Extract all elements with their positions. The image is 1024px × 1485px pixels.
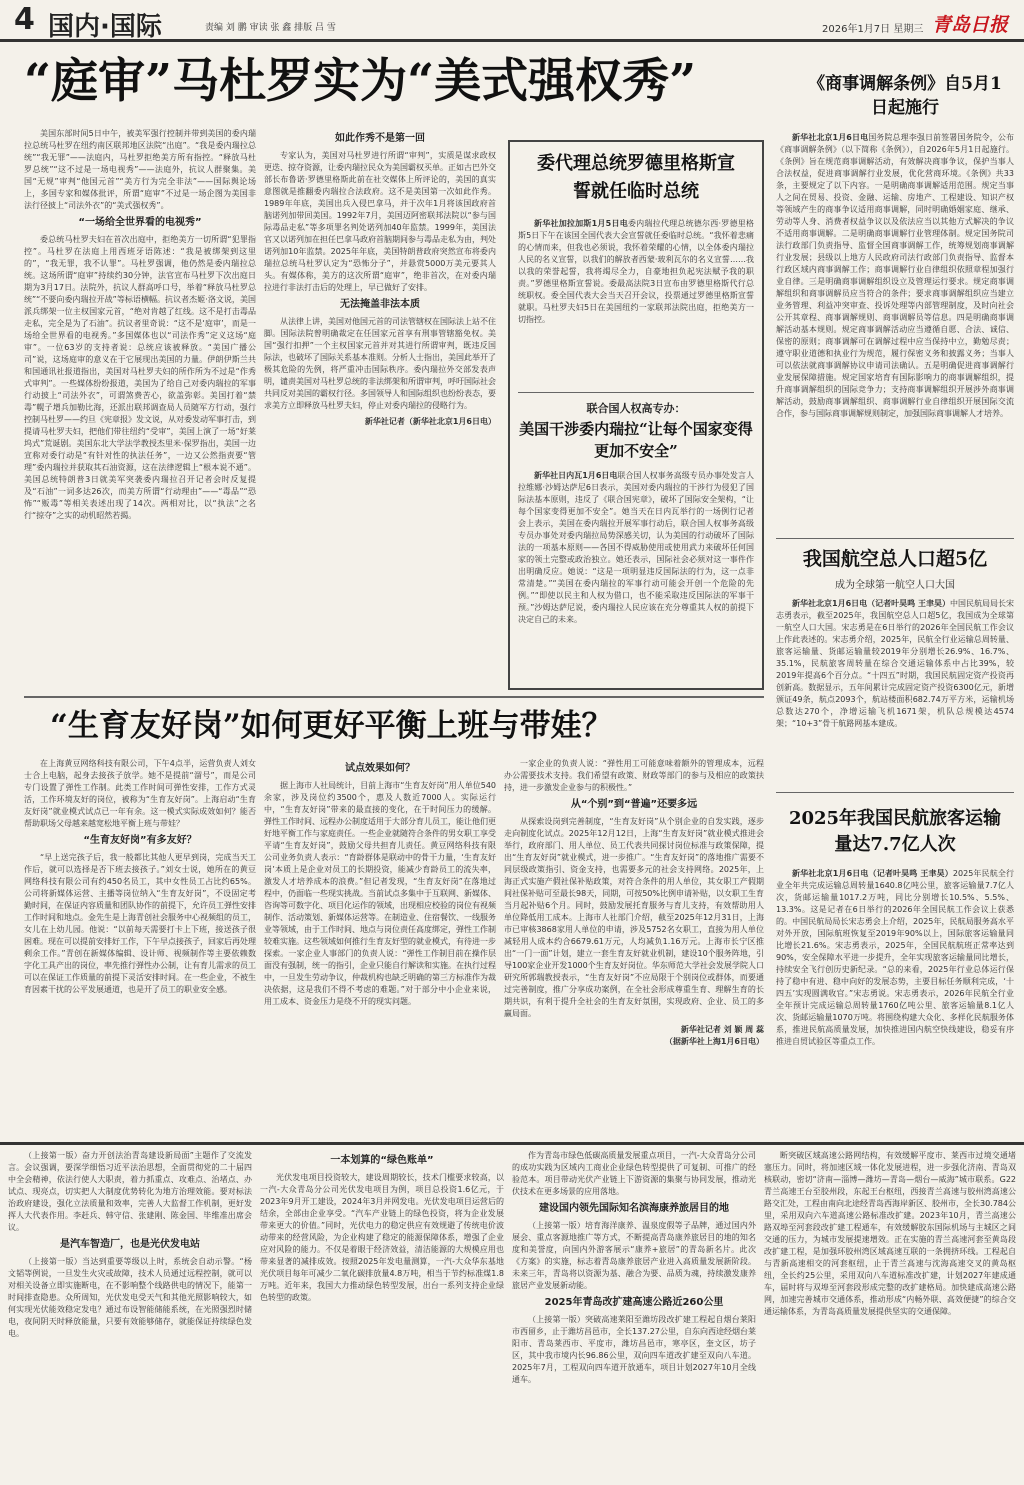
paragraph: 光伏发电项目投资较大，建设周期较长，技术门槛要求较高，以一汽-大众青岛分公司光伏发电项目为例，项目总投资1.6亿元，于2023年9月开工建设，2024年3月并网发电。光伏发电项目运营后的结余，全部由企业享受。“汽车产业链上的绿色投资，将为企业发展带来更大的价值。”同时，光伏电力的稳定供应有效规避了传统电价波动带来的经营风险，为企业构建了稳定的能源保障体系，增强了企业应对风险的能力。不仅是着眼于经济效益，清洁能源的大规模应用也带来显著的减排成效。按照2025年发电量测算，一汽-大众华东基地光伏项目每年可减少二氧化碳排放量4.8万吨，相当于节约标准煤1.8万吨。近年来，我国大力推动绿色转型发展，出台一系列支持企业绿色转型的政策。	[260, 1173, 504, 1302]
issue-date: 2026年1月7日 星期三	[822, 24, 924, 35]
article-un	[518, 470, 754, 684]
paragraph: （上接第一版）突破高速莱阳至潍坊段改扩建工程起自烟台莱阳市西留乡，止于潍坊昌邑市，全长137.27公里，自东向西途经烟台莱阳市、青岛莱西市、平度市，潍坊昌邑市，寒亭区，奎文区，坊子区，其中我市境内长96.86公里，双向四车道改扩建至双向八车道。2025年7月，工程双向四车道开放通车，项目计划2027年10月全线通车。	[512, 1315, 756, 1384]
paragraph: （上接第一版）当达到重要等级以上时，系统会自动示警。“杨文韬等例说，一旦发生火灾或故障，技术人员通过远程控制，就可以对相关设备立即实施断电，在不影响整个线路供电的情况下，能第一时间排查隐患。众所周知，光伏发电受天气和其他光照影响较大，如何实现光伏能效稳定发电？通过布设智能储能系统，在光照强烈时储电，夜间阴天时释放能量，只要有效能够储存，就能保证持续绿色发电。	[8, 1257, 252, 1338]
subheading: 试点效果如何？	[345, 763, 415, 774]
dateline: 新华社日内瓦1月6日电	[534, 471, 618, 480]
dateline: 新华社北京1月6日电（记者叶昊鸣 王聿昊）	[792, 599, 950, 608]
divider	[776, 538, 1014, 539]
page-number: 4	[14, 2, 35, 37]
byline: 新华社记者（新华社北京1月6日电）	[364, 417, 496, 426]
headline-aviation-population: 我国航空总人口超5亿	[802, 548, 988, 570]
subheading: 从“个别”到“普遍”还要多远	[570, 799, 698, 810]
subheading: 如此作秀不是第一回	[335, 133, 425, 144]
subheading: 是汽车智造厂，也是光伏发电站	[60, 1239, 200, 1250]
paragraph: 在上海黄豆网络科技有限公司，下午4点半，运营负责人刘女士合上电脑，起身去接孩子放学。她不是提前“溜号”，而是公司专门设置了弹性工作制。此类工作时间可弹性安排，工作方式灵活，工作环境友好的岗位，被称为“生育友好岗”。上海启动“生育友好岗”就业模式试点已一年有余。这一模式实际成效如何？能否帮助职场父母越来越宽松地平衡上班与带娃？	[24, 759, 256, 828]
byline: 新华社记者 刘 颖 周 蕊 （据新华社上海1月6日电）	[664, 1025, 764, 1046]
page-header	[0, 0, 1024, 42]
article-commercial-mediation	[776, 132, 1014, 532]
paragraph: 据上海市人社局统计，目前上海市“生育友好岗”用人单位540余家，涉及岗位约3500个，惠及人数近7000人。实际运行中，“生育友好岗”带来的最直接的变化，在于时间压力的缓解。弹性工作时间、远程办公制度适用于大部分育儿员工，能让他们更好地平衡工作与家庭责任。一些企业就随符合条件的男女职工享受平请“生育友好岗”，鼓励父母共担育儿责任。黄豆网络科技有限公司业务负责人表示：“育龄群体是联动中的骨干力量，‘生育友好岗’本质上是企业对员工的长期投资，能减少育龄员工的流失率，激发人才培养成本的浪费。”但记者发现，“生育友好岗”在落地过程中，仍面临一些现实挑战。当前试点多集中于互联网、新媒体、咨询等可数字化、项目化运作的领域，出现相应校验的岗位有视频制作、活动策划、新媒体运营等。在制造业、住宿餐饮、一线服务业等领域，由于工作时间、地点与岗位责任高度绑定，弹性工作制较难实施。这些领域如何推行生育友好型的就业模式，有待进一步探索。一家企业人事部门的负责人说：“弹性工作制目前在操作层面没有强制，统一的指引，企业只能自行解读和实施。在执行过程中，一旦发生劳动争议，仲裁机构也缺乏明确的第三方标准作为裁决依据，这是我们不得不考虑的难题。”对于部分中小企业来说，用工成本、资金压力是绕不开的现实问题。	[264, 781, 496, 1006]
paragraph: 联合国人权事务高级专员办事处发言人拉维娜·沙姆达萨尼6日表示，美国对委内瑞拉的干涉行为侵犯了国际法基本原则，违反了《联合国宪章》，破坏了国际安全架构，“让每个国家变得更加不安全”。她当天在日内瓦举行的一场例行记者会上表示，美国在委内瑞拉开展军事行动后，联合国人权事务高级专员办事处对委内瑞拉局势深感关切，认为美国的行动破坏了国际法的一项基本原则——各国不得威胁使用或使用武力来破坏任何国家的领土完整或政治独立。她还表示，国际社会必须对这一事件作出明确反应。她说：“这是一项明显违反国际法的行为，这一点非常清楚。”“美国在委内瑞拉的军事行动可能会开创一个危险的先例。”“即使以民主和人权为借口，也不能采取违反国际法的军事干预。”沙姆达萨尼说，委内瑞拉人民应该在充分尊重其人权的前提下决定自己的未来。	[518, 471, 754, 624]
paragraph: 从法律上讲，美国对他国元首的司法管辖权在国际法上站不住脚。国际法院曾明确裁定在任国家元首享有刑事管辖豁免权。美国“强行扣押”一个主权国家元首并对其进行所谓审判，既违反国际法，也破坏了国际关系基本准则。分析人士指出，美国此举开了极其危险的先例，将严重冲击国际秩序。委内瑞拉外交部发表声明，谴责美国对马杜罗总统的非法绑架和所谓审判，呼吁国际社会共同反对美国的霸权行径。多国领导人和国际组织也纷纷表态，要求美方立即释放马杜罗夫妇，停止对委内瑞拉的侵略行为。	[264, 317, 496, 410]
article-aviation-passengers	[776, 868, 1014, 1136]
article-maduro-col2	[264, 128, 496, 688]
paragraph: 作为青岛市绿色低碳高质量发展重点项目，一汽-大众青岛分公司的成功实践为区域内工商业企业绿色转型提供了可复制、可推广的经验范本。项目带动光伏产业链上下游资源的集聚与协同发展，推动光伏技术在更多场景的应用落地。	[512, 1151, 756, 1196]
paragraph: 2025年民航全行业全年共完成运输总周转量1640.8亿吨公里，旅客运输量7.7亿人次，货邮运输量1017.2万吨，同比分别增长10.5%、5.5%、13.3%。这是记者在6日举行的2026年全国民航工作会议上获悉的。中国民航局局长宋志勇会上介绍，2025年，民航局服务高水平对外开放，国际航班恢复至2019年90%以上，国际旅客运输量同比增长21.6%。宋志勇表示，2025年，全国民航航班正常率达到90%，安全保障水平进一步提升，全年实现旅客运输量同比增长，持续安全飞行创历史新纪录。“总的来看，2025年行业总体运行保持了稳中有进、稳中向好的发展态势，主要目标任务顺利完成，‘十四五’实现圆满收官。”宋志勇说。宋志勇表示，2026年民航全行业全年预计完成运输总周转量1760亿吨公里、旅客运输量8.1亿人次、货邮运输量1070万吨。将围绕构建大众化、多样化民航服务体系，推进民航高质量发展，加快推进国内航空快线建设，稳妥有序推进自贸试验区等重点工作。	[776, 869, 1014, 1046]
paragraph: （上接第一版）奋力开创法治青岛建设新局面”主题作了交流发言。会议强调，要深学细悟习近平法治思想，全面贯彻党的二十届四中全会精神，依法行使人大职责，着力抓重点、攻难点、治堵点、办试点、现亮点，切实把人大制度优势转化为地方治理效能。要对标法治政府建设，强化立法质量和效率，完善人大监督工作机制，更好发挥人大代表作用。李赶兵、韩守信、张建刚、陈金国、毕维准出席会议。	[8, 1151, 252, 1232]
paragraph: 专家认为，美国对马杜罗进行所谓“审判”，实质是谋求政权更迭、掠夺资源，让委内瑞拉民众为美国霸权买单。正如古巴外交部长布鲁诺·罗德里格斯此前在社交媒体上所评论的，美国的真实意图就是推翻委内瑞拉合法政府。这不是美国第一次如此作秀。1989年年底，美国出兵入侵巴拿马，并于次年1月将该国政府首脑诺列加带回美国。1992年7月，美国迈阿密联邦法院以“参与国际毒品走私”等多项罪名判处诺列加40年监禁。1999年，美国法官又以诺列加在担任巴拿马政府首脑期间参与毒品走私为由，判处诺列加10年监禁。2025年年底，美国特朗普政府突然宣布将委内瑞拉总统马杜罗认定为“恐怖分子”，并悬赏5000万美元要其人头。有媒体称，美方的这次所谓“庭审”，绝非首次，在对委内瑞拉进行非法打击后的处理上，早已做好了安排。	[264, 151, 496, 292]
continued-col1	[8, 1150, 252, 1480]
subheading: “生育友好岗”有多友好？	[83, 835, 197, 846]
dateline: 新华社北京1月6日电（记者叶昊鸣 王聿昊）	[792, 869, 953, 878]
article-aviation-population	[776, 598, 1014, 786]
headline-fertility-jobs: “生育友好岗”如何更好平衡上班与带娃？	[50, 708, 613, 744]
subheadline-aviation-population: 成为全球第一航空人口大国	[835, 580, 955, 591]
dateline: 新华社北京1月6日电	[792, 133, 869, 142]
continued-col2	[260, 1150, 504, 1480]
subheading: 2025年青岛改扩建高速公路近260公里	[544, 1297, 724, 1308]
divider	[24, 696, 764, 698]
headline-aviation-passengers: 2025年我国民航旅客运输量达7.7亿人次	[788, 808, 1002, 855]
divider	[776, 792, 1014, 793]
paragraph: 一家企业的负责人说：“弹性用工可能意味着额外的管理成本，远程办公需要技术支持。我们希望有政策、财政等部门的参与及相应的政策扶持，进一步激发企业参与的积极性。”	[504, 759, 764, 792]
headline-un: 美国干涉委内瑞拉“让每个国家变得更加不安全”	[519, 420, 753, 460]
paragraph: 断突破区域高速公路网结构，有效缓解平度市、莱西市过境交通堵塞压力。同时，将加速区域一体化发展进程，进一步强化济南、青岛双核联动，密切“济南—淄博—潍坊—青岛—烟台—威海”城市联系。G22青兰高速王台至胶州段，东起王台枢纽，西接青兰高速与胶州湾高速公路交汇处，工程由南向北途经青岛西海岸新区、胶州市，全长30.784公里，采用双向六车道高速公路标准改扩建。2023年10月，青兰高速公路双埠至河套段改扩建工程通车，有效缓解胶东国际机场与主城区之间交通的压力，为城市发展提速增效。正在实施的青兰高速河套至黄岛段改扩建工程，是加强环胶州湾区域高速互联的一条拥挤环线。工程起自与青新高速相交的河套枢纽，止于青兰高速与沈海高速交叉的黄岛枢纽，全长约25公里，采用双向八车道标准改扩建，计划2027年建成通车，届时将与双埠至河套段形成完整的改扩建格局。加快建成高速公路网，加速完善城市交通体系，推动形成“内畅外联、高效便捷”的综合交通运输体系，为青岛高质量发展提供坚实的交通保障。	[764, 1151, 1016, 1316]
headline-rodriguez: 委代理总统罗德里格斯宣誓就任临时总统	[537, 153, 735, 202]
headline-commercial-mediation: 《商事调解条例》自5月1日起施行	[808, 74, 1002, 118]
dateline: 新华社加拉加斯1月5日电	[534, 219, 628, 228]
subheading: 建设国内领先国际知名滨海康养旅居目的地	[539, 1203, 729, 1214]
article-fertility-col1	[24, 758, 256, 1138]
paragraph: 国务院总理李强日前签署国务院令，公布《商事调解条例》（以下简称《条例》），自2026年5月1日起施行。《条例》旨在规范商事调解活动，有效解决商事争议，保护当事人合法权益，促进商事调解行业发展，优化营商环境。《条例》共33条，主要规定了以下内容。一是明确商事调解适用范围。规定当事人之间在贸易、投资、金融、运输、房地产、工程建设、知识产权等领域产生的商事争议适用商事调解，同时明确婚姻家庭、继承、劳动等人身、消费者权益争议以及依法应当以其他方式解决的争议不适用商事调解。二是明确商事调解行业管理体制。规定国务院司法行政部门负责指导、监督全国商事调解工作，统筹规划商事调解行业发展；县级以上地方人民政府司法行政部门负责指导、监督本行政区域内商事调解工作；商事调解行业自律组织依照章程加强行业自律。三是明确商事调解组织设立及管理运行要求。规定商事调解组织和商事调解员应当符合的条件；要求商事调解组织应当建立业务管理、利益冲突审查、投诉处理等内部管理制度，及时向社会公开其章程、商事调解规则、商事调解员等信息。四是明确商事调解活动基本规则。规定商事调解活动应当遵循自愿、合法、诚信、保密的原则；商事调解可在调解过程中应当保持中立，勤勉尽责；遵守职业道德和执业行为规范，履行保密义务和披露义务；当事人可以依法就商事调解协议申请司法确认。五是明确促进商事调解行业发展保障措施。规定国家培育有国际影响力的商事调解组织，提升商事调解组织的国际竞争力；支持商事调解组织开展涉外商事调解活动，鼓励商事调解组织、商事调解行业自律组织开展国际交流合作，参与国际商事调解规则制定，加强国际商事调解人才培养。	[776, 133, 1014, 418]
kicker-un: 联合国人权高专办：	[586, 402, 686, 415]
headline-maduro: “庭审”马杜罗实为“美式强权秀”	[24, 54, 697, 109]
paragraph: 从探索设岗到完善制度，“生育友好岗”从个别企业的自发实践，逐步走向制度化试点。2025年12月12日，上海“生育友好岗”就业模式推进会举行，政府部门、用人单位、员工代表共同探讨岗位标准与政策保障，提出“生育友好岗”就业模式，进一步推广。“生育友好岗”的落地推广需要不同层级政策指引、资金支持，也需要多元的社会支持网络。2025年，上海正式实施产假社保补贴政策，对符合条件的用人单位，其女职工产假期间社保补贴可至最长98天，同期，可按50%比例申请补贴，以女职工生育当月起补贴6个月。同时，鼓励发展托育服务与育儿支持，有效帮助用人单位降低用工成本。上海市人社部门介绍，截至2025年12月31日，上海市已审核3868家用人单位的申请，涉及5752名女职工，直接为用人单位减轻用人成本约合6679.61万元，人均减负1.16万元。上海市长宁区推出“一门一面”计划，建立一套生育友好就业机制，建设10个服务阵地，引导100家企业开发1000个生育友好岗位。华东师范大学社会发展学院人口研究所郭瑞教授表示，“生育友好岗”不应局限于个别岗位或群体，而要通过完善制度，推广分享成功案例，在全社会形成尊重生育、理解生育的长期共识，有利于提升全社会的生育友好氛围，实现政府、企业、员工的多赢局面。	[504, 817, 764, 1018]
paragraph: （上接第一版）培育海洋康养、温泉度假等子品牌，通过国内外展会、重点客源地推广等方式，不断提高青岛康养旅居目的地的知名度和美誉度，向国内外游客展示“康养+旅居”的青岛新名片。此次《方案》的实施，标志着青岛康养旅居产业进入高质量发展新阶段。未来三年，青岛将以资源为基、融合为要、品质为魂，持续激发康养旅居产业发展新动能。	[512, 1221, 756, 1290]
subheading: “一场给全世界看的电视秀”	[78, 217, 202, 228]
paragraph: 美国东部时间5日中午，被美军强行控制并带到美国的委内瑞拉总统马杜罗在纽约南区联邦地区法院“出庭”。“我是委内瑞拉总统”“我无罪”——法庭内，马杜罗拒绝美方所有指控。“释放马杜罗总统”“这不过是一场电视秀”——法庭外，抗议人群聚集。美国“无规”审判“他国元首”“美方行为完全非法”——国际舆论场上，多国专家和媒体批评，所谓“庭审”不过是一场企图为美国非法行径披上“司法外衣”的“美式强权秀”。	[24, 129, 256, 210]
paragraph: 中国民航局局长宋志勇表示，截至2025年，我国航空总人口超5亿，我国成为全球第一航空人口大国。宋志勇是在6日举行的2026年全国民航工作会议上作此表述的。宋志勇介绍，2025年，民航全行业运输总周转量、旅客运输量、货邮运输量较2019年分别增长26.9%、16.7%、35.1%，民航旅客周转量在综合交通运输体系中占比39%，较2019年提高6个百分点。“十四五”时期，我国民航固定资产投资再创新高。数据显示，五年间累计完成固定资产投资6300亿元，新增颁证49条，航点2093个，航站楼面积682.74万平方米，运输机场总数达270个，净增运输飞机1671架，机队总规模达4574架；“10+3”骨干航路网基本建成。	[776, 599, 1014, 728]
paragraph: “早上送完孩子后，我一般都比其他人更早到岗，完成当天工作后，就可以选择是否下班去接孩子。”刘女士说，她所在的黄豆网络科技有限公司有约450名员工，其中女性员工占比约65%。公司将新媒体运营、主播等岗位纳入“生育友好岗”，不设固定考勤时间，在保证内容质量和团队协作的前提下，允许员工弹性安排工作时间和地点。金先生是上海青创社会服务中心视频组的员工，女儿在上幼儿园。他说：“以前每天需要打卡上下班，接送孩子很困难。现在可以提前安排好工作，下午早点接孩子，回家后再处理剩余工作。”青创在新媒体编辑、设计师、视频制作等主要依赖数字化工具产出的岗位，率先推行弹性办公制，让有育儿需求的员工可以在保证工作质量的前提下灵活安排时间。在一些企业，不被生育因素干扰的公平发展通道，也是开了员工的职业安全感。	[24, 853, 256, 994]
divider	[0, 1142, 1024, 1145]
article-maduro-col1	[24, 128, 256, 688]
editor-credits: 责编 刘 鹏 审读 张 鑫 排版 吕 雪	[205, 23, 336, 33]
continued-col4	[764, 1150, 1016, 1480]
continued-col3	[512, 1150, 756, 1480]
article-fertility-col2	[264, 758, 496, 1138]
paragraph: 委内瑞拉代理总统德尔西·罗德里格斯5日下午在该国全国代表大会宣誓就任委临时总统。“我怀着悲痛的心情而来，但我也必须说，我怀着荣耀的心情，以全体委内瑞拉人民的名义宣誓，以我们的解放者西蒙·玻利瓦尔的名义宣誓……我以我的荣誉起誓，我将竭尽全力，自豪地担负起宪法赋予我的职责。”罗德里格斯宣誓说。委最高法院3日宣布由罗德里格斯代行总统职权。委全国代表大会当天召开会议，投票通过罗德里格斯宣誓就职。马杜罗夫妇5日在美国纽约一家联邦法院出庭，拒绝美方一切指控。	[518, 219, 754, 324]
subheading: 一本划算的“绿色账单”	[330, 1155, 434, 1166]
section-title: 国内·国际	[48, 12, 162, 42]
newspaper-logo: 青岛日报	[932, 14, 1009, 36]
subheading: 无法掩盖非法本质	[340, 299, 420, 310]
article-fertility-col3	[504, 758, 764, 1138]
divider	[518, 392, 754, 393]
article-rodriguez	[518, 218, 754, 388]
paragraph: 委总统马杜罗夫妇在首次出庭中，拒绝美方一切所谓“犯罪指控”。马杜罗在法庭上用西班牙语陈述：“我是被绑架到这里的”，“我无罪，我不认罪”。马杜罗强调，他仍然是委内瑞拉总统。这场所谓“庭审”持续约30分钟，法官宣布马杜罗下次出庭日期为3月17日。法院外，抗议人群高呼口号，举着“释放马杜罗总统”“不要向委内瑞拉开战”等标语横幅。抗议者杰姬·洛文说，美国派兵绑架一位主权国家元首，“绝对肯越了红线。这不是打击毒品走私，完全是为了石油”。抗议者里奇说：“这不是‘庭审’，而是一场给全世界看的电视秀。”多国媒体也以“司法作秀”定义这场“庭审”。一位63岁的支持者说：总统应该被释放。“美国广播公司”说，这场庭审的意义在于它展现出美国的力量。伊朗伊斯兰共和国通讯社报道指出，美国对马杜罗夫妇的所作所为不过是“作秀式审判”。一些媒体纷纷报道，美国为了给自己对委内瑞拉的军事行动披上“司法外衣”，可谓煞费苦心，欲盖弥彰。美国打着“禁毒”幌子增兵加勒比海，还派出联邦调查局人员随军方行动，强行控制马杜罗——约旦《宪章报》发文说，从对委发动军事打击，到提请马杜罗夫妇，把他们带往纽约“受审”，美国上演了一场“好莱坞式”荒诞剧。美国东北大学法学教授杰里米·保罗指出，美国一边宣称对委行动是“有针对性的执法任务”，一边又公然指责要“管理”委内瑞拉并获取其石油资源，这在法律逻辑上“根本说不通”。美国总统特朗普3日就美军突袭委内瑞拉召开记者会时反复提及“石油”一词多达26次，而美方所谓“行动理由”——“毒品”“恐怖”“贩毒”等相关表述出现了14次。两相对比，以“执法”之名行“掠夺”之实的动机昭然若揭。	[24, 235, 256, 520]
